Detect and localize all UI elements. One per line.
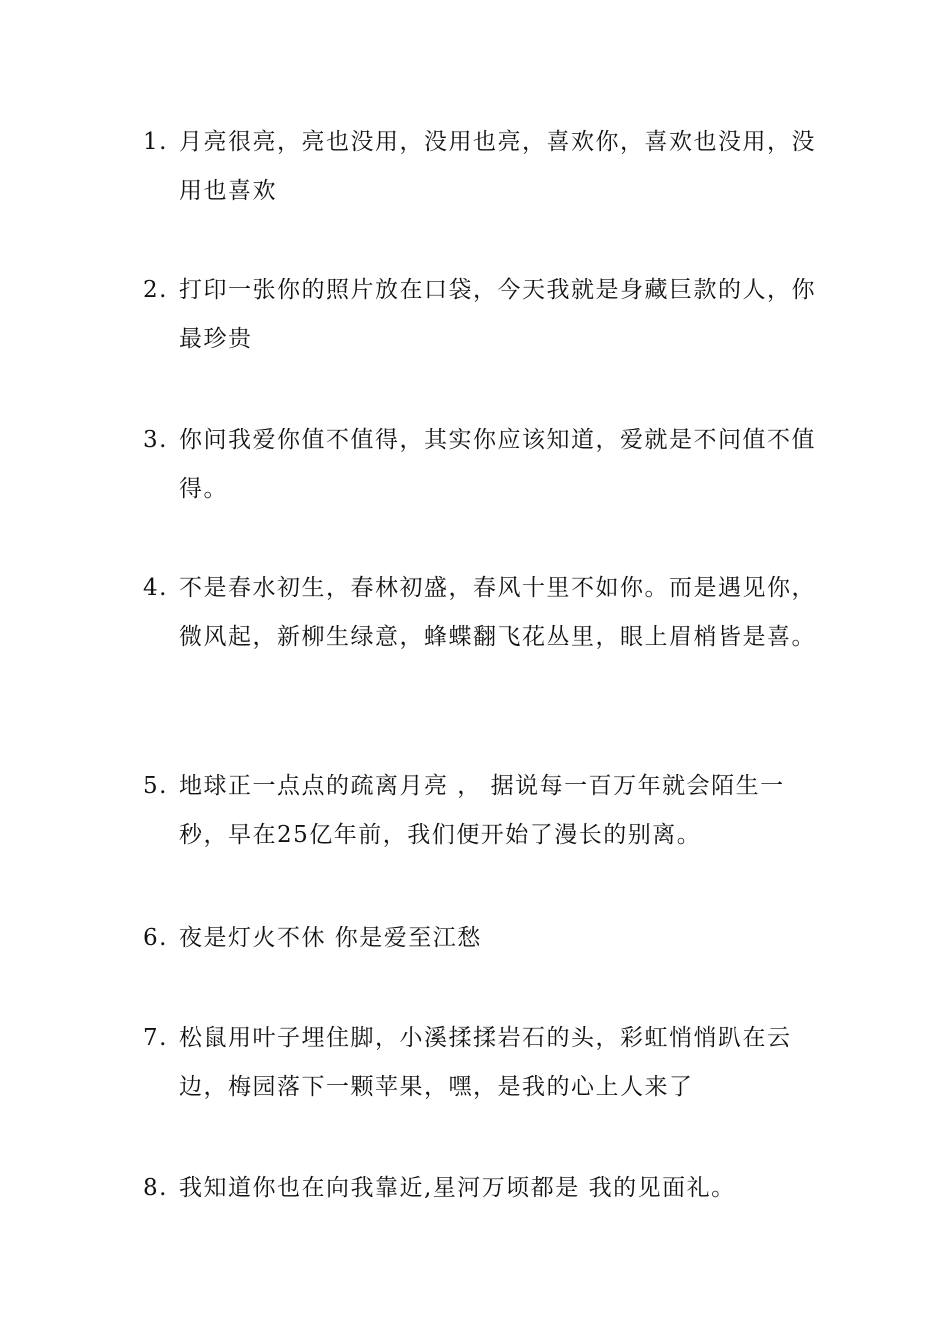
list-item xyxy=(143,118,843,216)
list-item xyxy=(143,914,843,963)
item-text: 不是春水初生，春林初盛，春风十里不如你。而是遇见你，微风起，新柳生绿意，蜂蝶翻飞花丛里，眼上眉梢皆是喜。 xyxy=(179,575,816,650)
list-item xyxy=(143,1164,843,1213)
item-text: 我知道你也在向我靠近,星河万顷都是 我的见面礼。 xyxy=(179,1175,736,1201)
item-text: 你问我爱你值不值得，其实你应该知道，爱就是不问值不值得。 xyxy=(179,427,816,502)
list-item xyxy=(143,762,843,860)
item-number: 8. xyxy=(143,1175,168,1201)
item-text: 地球正一点点的疏离月亮 ， 据说每一百万年就会陌生一秒，早在25亿年前，我们便开始了漫长的别离。 xyxy=(179,773,785,848)
item-text: 月亮很亮，亮也没用，没用也亮，喜欢你，喜欢也没用，没用也喜欢 xyxy=(179,129,816,204)
item-text: 打印一张你的照片放在口袋，今天我就是身藏巨款的人，你最珍贵 xyxy=(179,277,816,352)
item-text: 夜是灯火不休 你是爱至江愁 xyxy=(179,925,482,951)
item-number: 4. xyxy=(143,575,168,601)
item-number: 1. xyxy=(143,129,168,155)
list-item xyxy=(143,1014,843,1112)
item-number: 2. xyxy=(143,277,168,303)
item-text: 松鼠用叶子埋住脚，小溪揉揉岩石的头，彩虹悄悄趴在云边，梅园落下一颗苹果，嘿，是我的心上人来了 xyxy=(179,1025,792,1100)
item-number: 7. xyxy=(143,1025,168,1051)
list-item xyxy=(143,416,843,514)
item-number: 5. xyxy=(143,773,168,799)
item-number: 3. xyxy=(143,427,168,453)
list-item xyxy=(143,564,843,662)
list-item xyxy=(143,266,843,364)
item-number: 6. xyxy=(143,925,168,951)
